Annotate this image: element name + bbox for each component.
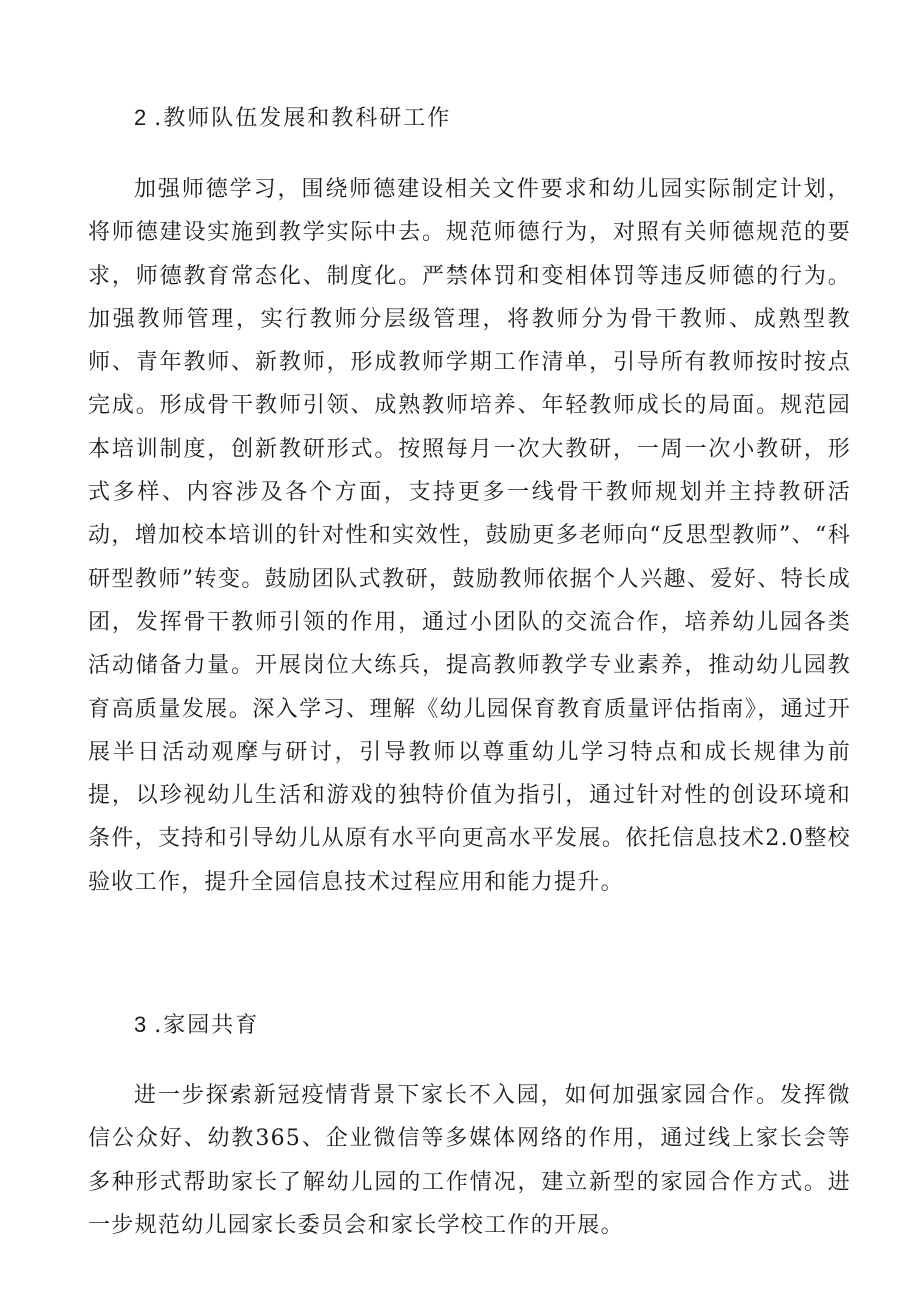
section-paragraph-teacher-development: 加强师德学习，围绕师德建设相关文件要求和幼儿园实际制定计划，将师德建设实施到教学实际中去。规范师德行为，对照有关师德规范的要求，师德教育常态化、制度化。严禁体罚和变相体罚等违反师德的行为。加强教师管理，实行教师分层级管理，将教师分为骨干教师、成熟型教师、青年教师、新教师，形成教师学期工作清单，引导所有教师按时按点完成。形成骨干教师引领、成熟教师培养、年轻教师成长的局面。规范园本培训制度，创新教研形式。按照每月一次大教研，一周一次小教研，形式多样、内容涉及各个方面，支持更多一线骨干教师规划并主持教研活动，增加校本培训的针对性和实效性，鼓励更多老师向“反思型教师”、“科研型教师”转变。鼓励团队式教研，鼓励教师依据个人兴趣、爱好、特长成团，发挥骨干教师引领的作用，通过小团队的交流合作，培养幼儿园各类活动储备力量。开展岗位大练兵，提高教师教学专业素养，推动幼儿园教育高质量发展。深入学习、理解《幼儿园保育教育质量评估指南》，通过开展半日活动观摩与研讨，引导教师以尊重幼儿学习特点和成长规律为前提，以珍视幼儿生活和游戏的独特价值为指引，通过针对性的创设环境和条件，支持和引导幼儿从原有水平向更高水平发展。依托信息技术2.0整校验收工作，提升全园信息技术过程应用和能力提升。 — [88, 177, 851, 895]
section-paragraph-home-school: 进一步探索新冠疫情背景下家长不入园，如何加强家园合作。发挥微信公众好、幼教365、企业微信等多媒体网络的作用，通过线上家长会等多种形式帮助家长了解幼儿园的工作情况，建立新型的家园合作方式。进一步规范幼儿园家长委员会和家长学校工作的开展。 — [88, 1083, 851, 1238]
section-number: 3 — [134, 1012, 149, 1037]
section-heading-home-school — [134, 1011, 259, 1040]
section-heading-teacher-development — [134, 104, 451, 133]
section-title: .教师队伍发展和教科研工作 — [154, 106, 452, 131]
section-number: 2 — [134, 105, 149, 130]
section-title: .家园共育 — [154, 1013, 260, 1038]
